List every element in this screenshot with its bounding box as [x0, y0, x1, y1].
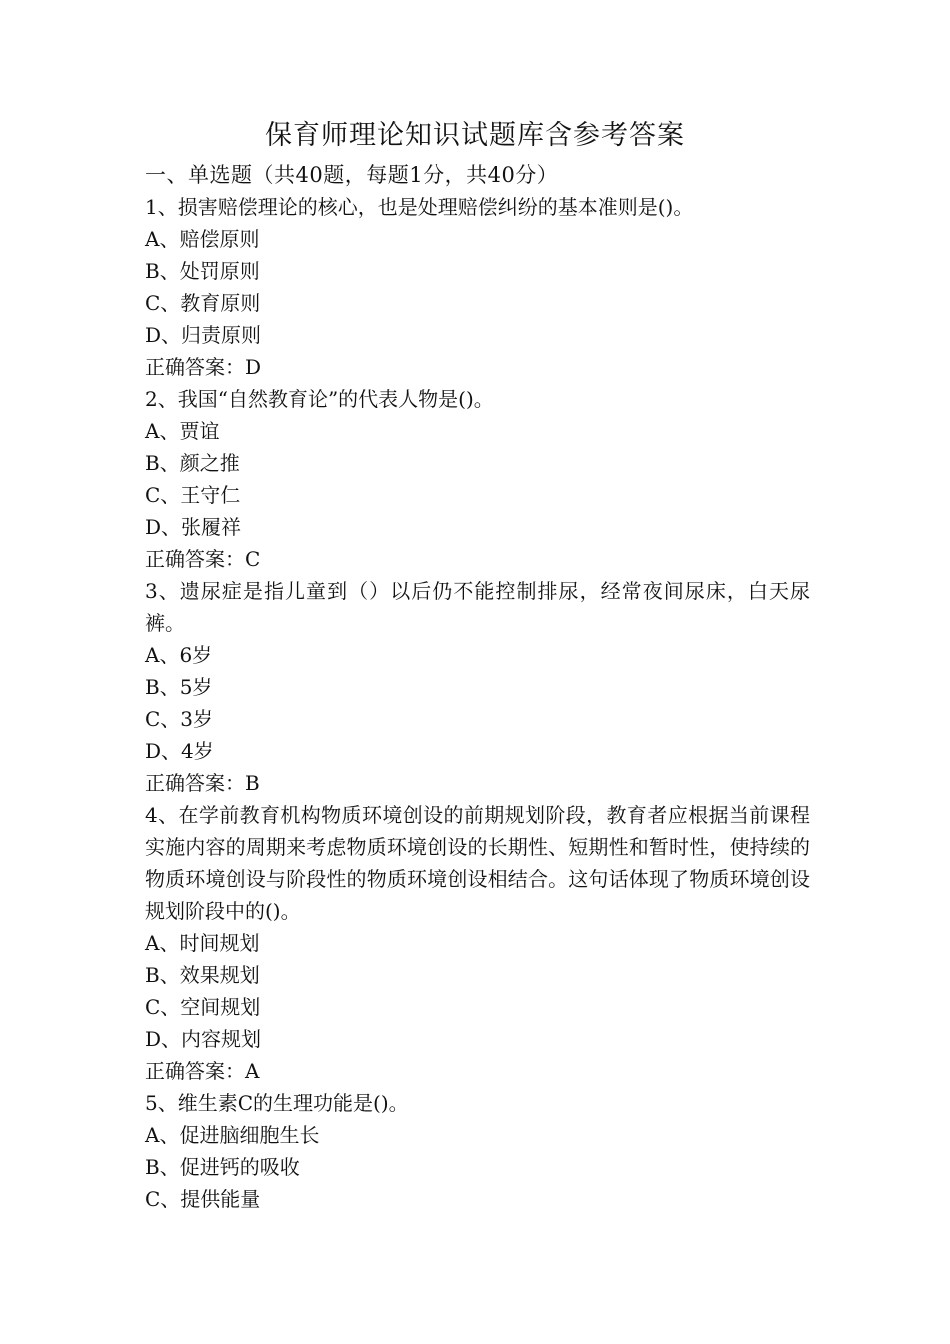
option-b: B、促进钙的吸收	[145, 1155, 300, 1179]
question-2	[145, 383, 810, 575]
question-stem: 1、损害赔偿理论的核心，也是处理赔偿纠纷的基本准则是()。	[145, 195, 694, 219]
option-c: C、3岁	[145, 707, 214, 731]
question-stem: 5、维生素C的生理功能是()。	[145, 1091, 409, 1115]
question-stem: 4、在学前教育机构物质环境创设的前期规划阶段，教育者应根据当前课程实施内容的周期来考虑物质环境创设的长期性、短期性和暂时性，使持续的物质环境创设与阶段性的物质环境创设相结合。这句话体现了物质环境创设规划阶段中的()。	[145, 803, 810, 923]
question-1	[145, 191, 810, 383]
option-b: B、颜之推	[145, 451, 240, 475]
document-title: 保育师理论知识试题库含参考答案	[265, 120, 685, 151]
question-3	[145, 575, 810, 799]
option-a: A、时间规划	[145, 931, 260, 955]
option-b: B、效果规划	[145, 963, 260, 987]
section-heading: 一、单选题（共40题，每题1分，共40分）	[145, 163, 559, 187]
option-c: C、空间规划	[145, 995, 261, 1019]
correct-answer: 正确答案：C	[145, 547, 261, 571]
question-4	[145, 799, 810, 1087]
option-a: A、赔偿原则	[145, 227, 260, 251]
option-d: D、张履祥	[145, 515, 242, 539]
correct-answer: 正确答案：A	[145, 1059, 260, 1083]
option-c: C、王守仁	[145, 483, 241, 507]
correct-answer: 正确答案：B	[145, 771, 260, 795]
question-5	[145, 1087, 810, 1215]
option-b: B、处罚原则	[145, 259, 260, 283]
correct-answer: 正确答案：D	[145, 355, 262, 379]
option-d: D、4岁	[145, 739, 214, 763]
option-a: A、促进脑细胞生长	[145, 1123, 320, 1147]
question-stem: 2、我国“自然教育论”的代表人物是()。	[145, 387, 494, 411]
option-c: C、提供能量	[145, 1187, 261, 1211]
option-d: D、归责原则	[145, 323, 262, 347]
option-c: C、教育原则	[145, 291, 261, 315]
option-d: D、内容规划	[145, 1027, 262, 1051]
option-a: A、6岁	[145, 643, 213, 667]
option-b: B、5岁	[145, 675, 213, 699]
option-a: A、贾谊	[145, 419, 220, 443]
document-body	[145, 159, 810, 1215]
question-stem: 3、遗尿症是指儿童到（）以后仍不能控制排尿，经常夜间尿床，白天尿裤。	[145, 579, 810, 635]
